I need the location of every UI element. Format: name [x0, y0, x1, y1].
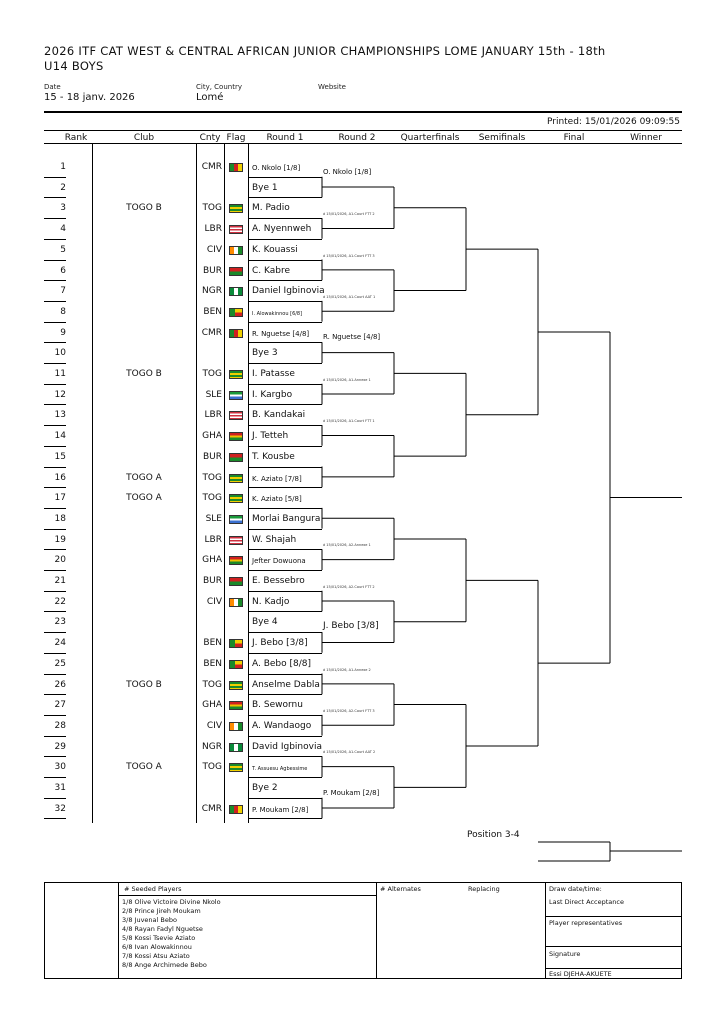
footer-divider-2 [376, 882, 377, 979]
player-name: W. Shajah [252, 534, 297, 545]
row-club: TOGO A [126, 472, 162, 483]
row-number: 9 [60, 327, 66, 338]
row-country: BUR [202, 265, 222, 276]
player-name: K. Kouassi [252, 244, 298, 255]
row-country: TOG [202, 493, 222, 504]
round2-entry: á 15/01/2026, A1.Annexe 1 [323, 377, 371, 382]
player-name: Daniel Igbinovia [252, 286, 325, 297]
round2-entry: O. Nkolo [1/8] [323, 167, 372, 176]
alternates-header: # Alternates [380, 885, 421, 893]
row-number: 8 [60, 306, 66, 317]
col-round2: Round 2 [338, 133, 376, 143]
row-country: BEN [203, 638, 222, 649]
round2-entry: á 15/01/2026, A1.Court FTT 1 [323, 419, 375, 424]
footer-rule-2 [545, 946, 682, 947]
player-name: Morlai Bangura [252, 513, 321, 524]
seed-entry: 1/8 Olive Victoire Divine Nkolo [122, 898, 221, 906]
seeded-players-header: # Seeded Players [124, 885, 182, 893]
row-number: 21 [54, 576, 66, 586]
row-number: 18 [54, 513, 66, 524]
player-name: Bye 2 [252, 783, 278, 793]
draw-date-label: Draw date/time: [549, 885, 602, 893]
round2-entry: á 15/01/2026, A2.Court FTT 3 [323, 708, 375, 713]
row-country: CMR [201, 162, 222, 172]
player-name: A. Wandaogo [252, 720, 312, 731]
row-number: 29 [54, 741, 66, 752]
seed-entry: 2/8 Prince Jireh Moukam [122, 907, 201, 915]
player-name: Jefter Dowuona [252, 557, 306, 566]
row-number: 17 [54, 493, 66, 504]
player-name: A. Nyennweh [252, 224, 312, 235]
row-country: GHA [202, 700, 222, 711]
player-name: B. Kandakai [252, 410, 306, 421]
replacing-header: Replacing [468, 885, 500, 893]
round2-entry: J. Bebo [3/8] [323, 621, 379, 632]
row-country: CIV [206, 596, 222, 607]
seed-entry: 4/8 Rayan Fadyl Nguetse [122, 925, 203, 933]
col-rank: Rank [64, 133, 88, 143]
footer-divider-1 [118, 882, 119, 979]
row-number: 3 [60, 203, 66, 214]
player-name: Anselme Dabla [252, 679, 320, 690]
row-number: 14 [54, 431, 66, 442]
round2-entry: á 15/01/2026, A1.Court AAT 1 [323, 294, 376, 299]
player-name: T. Assuesu Agbessime [252, 766, 308, 773]
round2-entry: á 15/01/2026, A2.Annexe 1 [323, 543, 371, 548]
row-country: CIV [206, 244, 222, 255]
row-country: CMR [201, 803, 222, 814]
row-country: BEN [203, 306, 222, 317]
round2-entry: á 15/01/2026, A1.Annexe 2 [323, 667, 371, 672]
row-country: GHA [202, 555, 222, 566]
website-label: Website [318, 83, 346, 91]
seed-entry: 3/8 Juvenal Bebo [122, 916, 177, 924]
round2-entry: á 15/01/2026, A1.Court FTT 3 [323, 253, 375, 258]
row-number: 12 [54, 389, 66, 400]
seeded-players-list [122, 898, 221, 970]
round2-entry: P. Moukam [2/8] [323, 788, 380, 797]
player-name: N. Kadjo [252, 596, 290, 607]
row-number: 19 [54, 534, 66, 545]
row-number: 1 [60, 162, 66, 172]
player-name: O. Nkolo [1/8] [252, 164, 301, 172]
row-number: 7 [60, 286, 66, 297]
col-cnty: Cnty [199, 133, 221, 143]
date-label: Date [44, 83, 61, 91]
row-country: BUR [202, 576, 222, 586]
player-name: T. Kousbe [252, 451, 295, 462]
row-number: 10 [54, 348, 66, 359]
row-country: SLE [205, 513, 222, 524]
row-country: SLE [205, 389, 222, 400]
col-final: Final [563, 133, 585, 143]
round2-entry: R. Nguetse [4/8] [323, 333, 381, 342]
row-country: BEN [203, 658, 222, 669]
row-country: NGR [202, 741, 222, 752]
col-flag: Flag [226, 133, 246, 143]
printed-timestamp: Printed: 15/01/2026 09:09:55 [546, 117, 680, 127]
row-number: 27 [54, 700, 66, 711]
row-country: GHA [202, 431, 222, 442]
signature-label: Signature [549, 950, 581, 958]
round2-entry: á 15/01/2026, A2.Court FTT 2 [323, 584, 375, 589]
row-number: 30 [54, 762, 66, 773]
player-name: B. Sewornu [252, 700, 303, 711]
row-country: TOG [202, 203, 222, 214]
row-number: 26 [54, 679, 66, 690]
row-country: LBR [204, 224, 222, 235]
player-name: I. Alowakinnou [6/8] [252, 310, 303, 317]
col-winner: Winner [630, 133, 662, 143]
player-name: K. Aziato [7/8] [252, 474, 302, 483]
row-number: 13 [54, 410, 66, 421]
row-country: TOG [202, 369, 222, 379]
row-number: 6 [60, 265, 66, 276]
footer-rule-1 [545, 916, 682, 917]
row-number: 5 [60, 244, 66, 255]
date-value: 15 - 18 janv. 2026 [44, 92, 135, 103]
player-name: P. Moukam [2/8] [252, 805, 309, 814]
row-number: 24 [54, 638, 66, 649]
row-number: 32 [54, 803, 66, 814]
player-representatives-label: Player representatives [549, 919, 623, 927]
col-quarterfinals: Quarterfinals [400, 133, 460, 143]
row-club: TOGO A [126, 762, 162, 773]
player-name: Bye 4 [252, 617, 278, 628]
last-direct-acceptance-label: Last Direct Acceptance [549, 898, 624, 906]
title-text: 2026 ITF CAT WEST & CENTRAL AFRICAN JUNIOR CHAMPIONSHIPS LOME JANUARY 15th - 18th [44, 44, 606, 58]
row-country: CIV [206, 720, 222, 731]
row-number: 28 [54, 720, 66, 731]
footer-seed-rule [118, 895, 376, 896]
row-country: TOG [202, 679, 222, 690]
row-country: TOG [202, 472, 222, 483]
player-name: C. Kabre [252, 265, 291, 276]
player-name: M. Padio [252, 203, 290, 214]
row-club: TOGO B [126, 203, 162, 214]
footer-rule-3 [545, 968, 682, 969]
col-round1: Round 1 [266, 133, 304, 143]
city-label: City, Country [196, 83, 242, 91]
row-country: NGR [202, 286, 222, 297]
row-number: 11 [54, 369, 66, 379]
player-name: David Igbinovia [252, 741, 322, 752]
row-country: BUR [202, 451, 222, 462]
col-semifinals: Semifinals [478, 133, 526, 143]
row-country: LBR [204, 534, 222, 545]
row-number: 25 [54, 658, 66, 669]
row-number: 16 [54, 472, 66, 483]
row-number: 22 [54, 596, 66, 607]
seed-entry: 7/8 Kossi Atsu Aziato [122, 952, 190, 960]
player-name: K. Aziato [5/8] [252, 495, 302, 504]
category-text: U14 BOYS [44, 59, 104, 73]
row-club: TOGO B [126, 679, 162, 690]
row-country: CMR [201, 327, 222, 338]
player-name: J. Tetteh [252, 431, 289, 442]
seed-entry: 8/8 Ange Archimede Bebo [122, 961, 207, 969]
footer-divider-3 [545, 882, 546, 979]
player-name: R. Nguetse [4/8] [252, 329, 310, 338]
row-country: LBR [204, 410, 222, 421]
referee-name: Essi DJEHA-AKUETE [549, 970, 612, 978]
row-club: TOGO B [126, 369, 162, 379]
seed-entry: 5/8 Kossi Tsevie Aziato [122, 934, 196, 942]
row-club: TOGO A [126, 493, 162, 504]
seed-entry: 6/8 Ivan Alowakinnou [122, 943, 192, 951]
player-name: A. Bebo [8/8] [252, 658, 312, 669]
row-number: 20 [54, 555, 66, 566]
round2-entry: á 15/01/2026, A1.Court AAT 2 [323, 750, 376, 755]
position-3-4-label: Position 3-4 [467, 830, 520, 840]
row-country: TOG [202, 762, 222, 773]
player-name: E. Bessebro [252, 576, 305, 586]
row-number: 2 [60, 182, 66, 193]
player-name: J. Bebo [3/8] [252, 638, 308, 649]
player-name: I. Kargbo [252, 389, 293, 400]
row-number: 4 [60, 224, 66, 235]
player-name: Bye 1 [252, 182, 278, 193]
col-club: Club [133, 133, 155, 143]
player-name: I. Patasse [252, 369, 295, 379]
player-name: Bye 3 [252, 348, 278, 359]
row-number: 15 [54, 451, 66, 462]
city-value: Lomé [196, 92, 224, 103]
row-number: 23 [54, 617, 66, 628]
round2-entry: á 15/01/2026, A1.Court FTT 2 [323, 212, 375, 217]
row-number: 31 [54, 783, 66, 793]
